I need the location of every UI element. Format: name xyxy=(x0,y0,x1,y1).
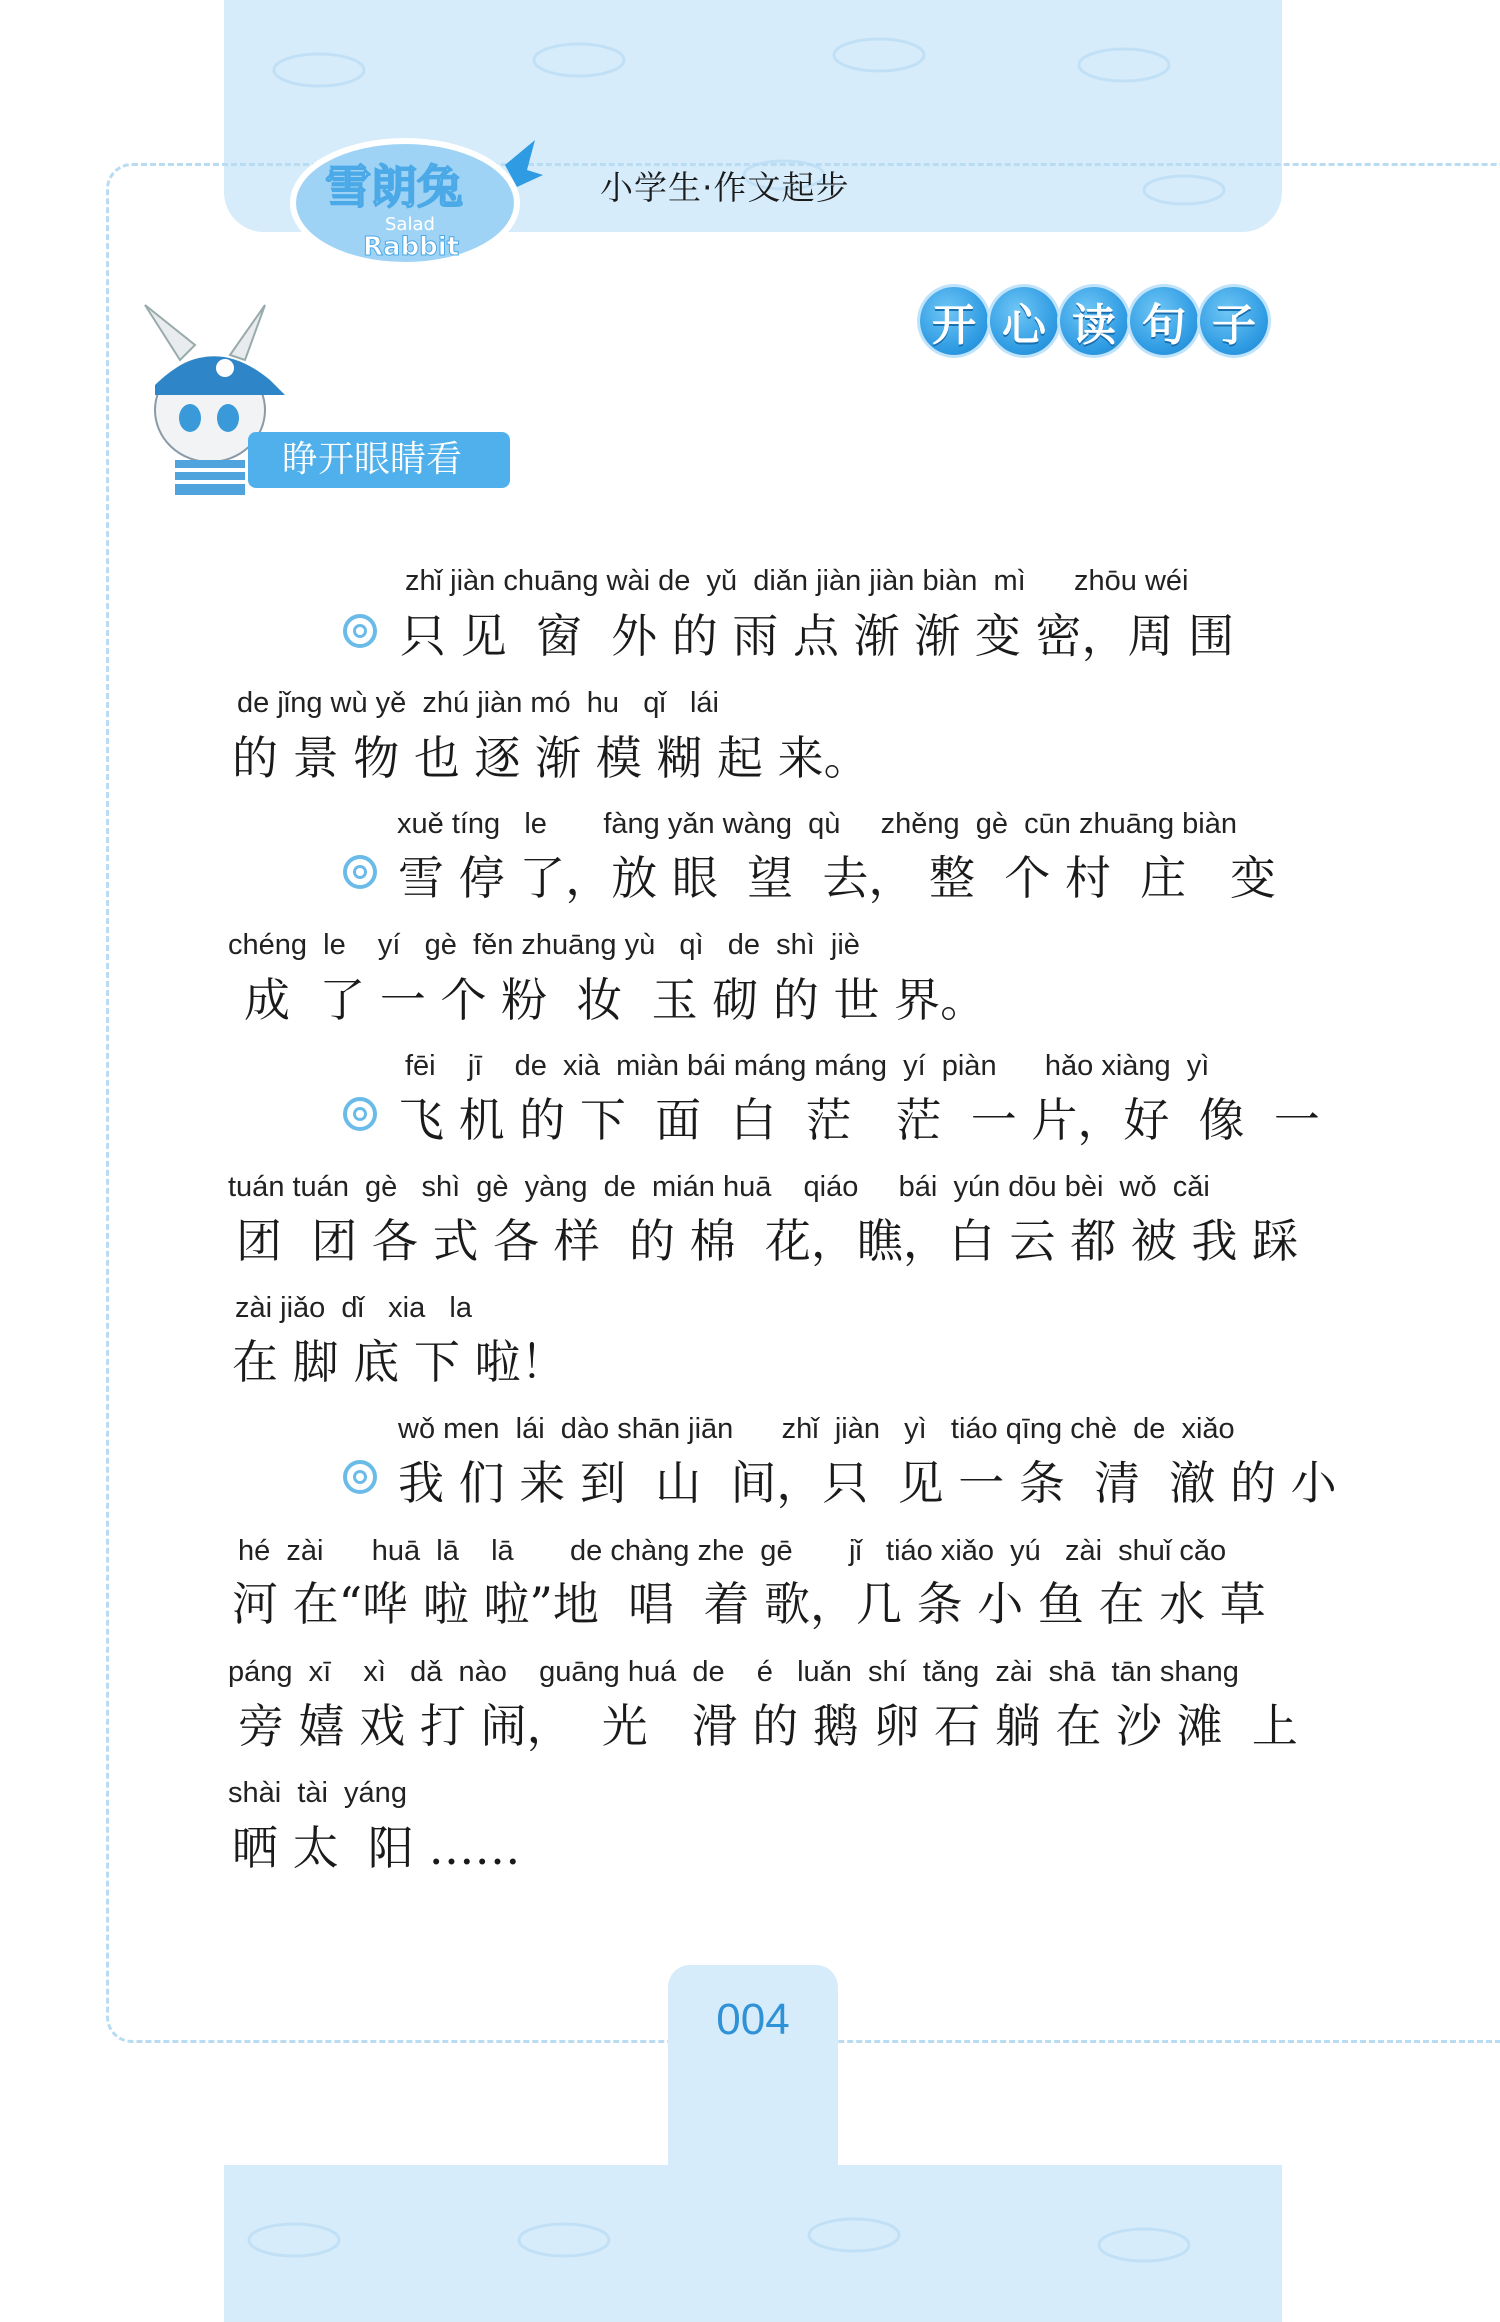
section-banner xyxy=(920,287,1268,355)
pinyin-line: shài tài yáng xyxy=(228,1777,407,1809)
hanzi-line: 雪 停 了，放 眼 望 去， 整 个 村 庄 变 xyxy=(398,851,1276,905)
hanzi-line: 旁 嬉 戏 打 闹， 光 滑 的 鹅 卵 石 躺 在 沙 滩 上 xyxy=(238,1699,1298,1753)
banner-char: 心 xyxy=(990,287,1058,355)
pinyin-line: zhǐ jiàn chuāng wài de yǔ diǎn jiàn jiàn biàn mì zhōu wéi xyxy=(405,565,1189,597)
banner-char: 读 xyxy=(1060,287,1128,355)
hanzi-line: 团 团 各 式 各 样 的 棉 花，瞧，白 云 都 被 我 踩 xyxy=(236,1214,1298,1268)
pinyin-line: de jǐng wù yě zhú jiàn mó hu qǐ lái xyxy=(237,687,719,719)
hanzi-line: 只 见 窗 外 的 雨 点 渐 渐 变 密，周 围 xyxy=(400,609,1235,663)
pinyin-line: tuán tuán gè shì gè yàng de mián huā qiáo bái yún dōu bèi wǒ cǎi xyxy=(228,1171,1210,1203)
footer-band xyxy=(224,2165,1282,2322)
pinyin-line: páng xī xì dǎ nào guāng huá de é luǎn shí tǎng zài shā tān shang xyxy=(228,1656,1239,1688)
hanzi-line: 飞 机 的 下 面 白 茫 茫 一 片，好 像 一 xyxy=(398,1093,1320,1147)
bullet-icon xyxy=(343,855,377,889)
banner-char: 开 xyxy=(920,287,988,355)
hanzi-line: 我 们 来 到 山 间，只 见 一 条 清 澈 的 小 xyxy=(398,1456,1337,1510)
pinyin-line: fēi jī de xià miàn bái máng máng yí piàn hǎo xiàng yì xyxy=(405,1050,1210,1082)
svg-text:雪朗兔: 雪朗兔 xyxy=(325,160,463,214)
banner-char: 句 xyxy=(1130,287,1198,355)
hanzi-line: 在 脚 底 下 啦！ xyxy=(232,1335,567,1389)
salad-rabbit-logo xyxy=(285,115,545,275)
pinyin-line: wǒ men lái dào shān jiān zhǐ jiàn yì tiáo qīng chè de xiǎo xyxy=(398,1413,1235,1445)
carrot-pattern xyxy=(224,2165,1282,2322)
book-title: 小学生·作文起步 xyxy=(600,168,850,207)
page-number: 004 xyxy=(716,1995,790,2044)
hanzi-line: 晒 太 阳 …… xyxy=(232,1821,521,1875)
section-label: 睁开眼睛看 xyxy=(248,432,510,488)
banner-char: 子 xyxy=(1200,287,1268,355)
pinyin-line: zài jiǎo dǐ xia la xyxy=(235,1292,472,1324)
hanzi-line: 成 了 一 个 粉 妆 玉 砌 的 世 界。 xyxy=(244,973,987,1027)
hanzi-line: 的 景 物 也 逐 渐 模 糊 起 来。 xyxy=(232,731,870,785)
pinyin-line: hé zài huā lā lā de chàng zhe gē jǐ tiáo xiǎo yú zài shuǐ cǎo xyxy=(238,1535,1227,1567)
svg-text:Salad: Salad xyxy=(385,214,435,235)
hanzi-line: 河 在“哗 啦 啦”地 唱 着 歌，几 条 小 鱼 在 水 草 xyxy=(232,1577,1266,1631)
bullet-icon xyxy=(343,1460,377,1494)
pinyin-line: xuě tíng le fàng yǎn wàng qù zhěng gè cūn zhuāng biàn xyxy=(397,808,1237,840)
svg-text:Rabbit: Rabbit xyxy=(363,232,460,262)
pinyin-line: chéng le yí gè fěn zhuāng yù qì de shì jiè xyxy=(228,929,860,961)
bullet-icon xyxy=(343,614,377,648)
bullet-icon xyxy=(343,1097,377,1131)
